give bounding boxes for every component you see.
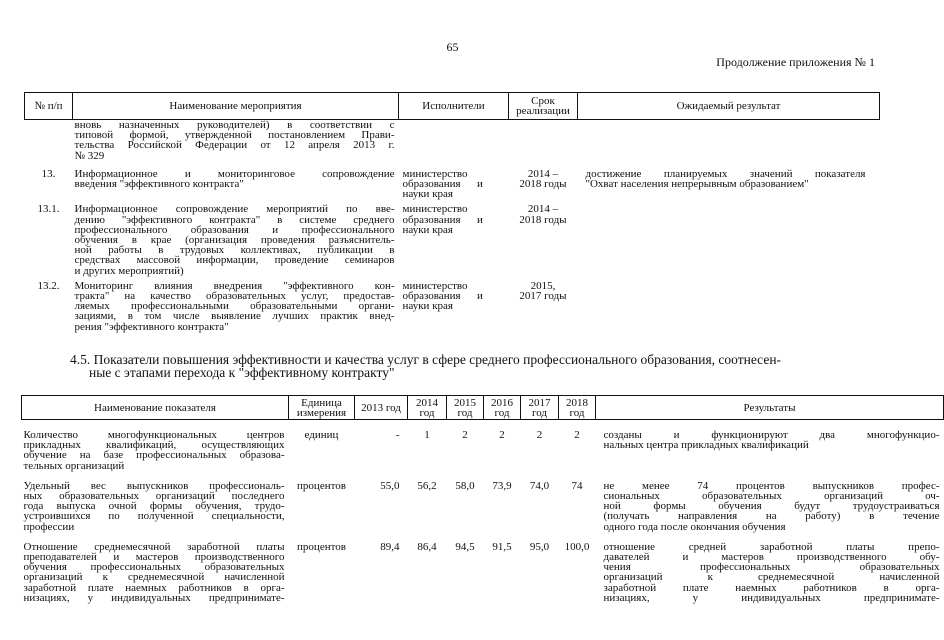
indicator-value: 2 (462, 429, 468, 441)
indicator-result-cell (596, 420, 944, 471)
measure-num: 13. (41, 167, 56, 180)
measure-result-line: достижение планируемых значений показателя (585, 167, 866, 180)
measure-result-line: "Охват населения непрерывным образованием" (585, 178, 809, 191)
measure-name-line: обучения в крае (организация проведения разъяснитель- (74, 234, 395, 247)
indicator-result-line: низациях, у индивидуальных предпринимате- (603, 591, 940, 604)
measure-executor-line: науки края (402, 188, 453, 201)
header-2017 (521, 396, 559, 420)
measure-executor-line: науки края (402, 223, 453, 236)
measure-executor-line: министерство (402, 167, 468, 180)
header-2018 (559, 396, 596, 420)
indicator-value: 2 (536, 429, 543, 441)
indicator-result-line: заработной плате наемных работников в орга- (603, 581, 940, 594)
header-2018-god: год (569, 406, 585, 419)
header-2016-god: год (494, 406, 510, 419)
indicator-name-line: низациях, у индивидуальных предпринимате- (23, 591, 285, 604)
header-term (509, 93, 578, 120)
measure-executor-line: образования и (402, 178, 483, 191)
section-heading-line2: ные с этапами перехода к "эффективному контракту" (89, 365, 395, 380)
header-2014 (408, 396, 447, 420)
measure-term-line: 2018 годы (519, 213, 567, 226)
header-2015 (447, 396, 484, 420)
indicator-value: 91,5 (492, 540, 512, 553)
header-executors: Исполнители (399, 93, 509, 120)
header-unit-line2: измерения (296, 406, 347, 419)
indicator-result-line: не менее 74 процентов выпускников профес- (603, 479, 940, 492)
continuation-label: Продолжение приложения № 1 (716, 55, 875, 69)
indicator-value: 55,0 (380, 479, 400, 492)
indicator-name-line: преподавателей и мастеров производственного (23, 551, 285, 564)
indicator-unit: процентов (297, 479, 346, 492)
measure-executors-cell (399, 120, 509, 161)
measure-term-line: 2014 – (527, 203, 559, 216)
indicator-value: 1 (424, 429, 430, 441)
header-num: № п/п (25, 93, 73, 120)
indicator-result-line: сиональных образовательных организаций оч- (603, 490, 940, 503)
measure-name-line: введения "эффективного контракта" (74, 178, 244, 191)
indicator-value: 95,0 (529, 540, 550, 553)
measure-executor-line: министерство (402, 279, 468, 292)
header-term-line2: реализации (516, 105, 570, 117)
measure-name-line: № 329 (74, 149, 105, 162)
measure-name-line: дению "эффективного контракта" в системе среднего (74, 213, 395, 226)
measure-row (25, 199, 880, 275)
indicator-result-line: созданы и функционируют два многофункцио- (603, 429, 940, 441)
indicator-name-line: обучения профессиональных образовательных (23, 561, 285, 574)
measure-result-cell (578, 161, 880, 200)
measure-term-line: 2015, (530, 279, 556, 292)
indicator-result-line: нальных центра прикладных квалификаций (603, 439, 809, 452)
section-heading (70, 353, 870, 379)
indicator-name-line: организаций к среднемесячной начисленной (23, 571, 285, 584)
measure-term-line: 2017 годы (519, 290, 567, 303)
measure-executors-cell (399, 276, 509, 332)
measure-name-line: профессионального образования и профессионального (74, 223, 395, 236)
measure-name-line: типовой формой, утвержденной постановлением Прави- (74, 129, 395, 142)
indicator-row (22, 471, 944, 532)
indicator-name-line: ных образовательных организаций последнего (23, 490, 285, 503)
header-2014-year: 2014 (416, 396, 438, 409)
header-unit-line1: Единица (301, 396, 342, 409)
measure-term-cell (509, 276, 578, 332)
measure-name-line: средствах массовой информации, проведение семинаров (74, 254, 395, 267)
indicator-result-line: отношение средней заработной платы препо- (603, 540, 940, 553)
indicator-name-cell (22, 420, 289, 471)
indicator-value: 58,0 (455, 479, 475, 492)
measure-name-line: тракта" на качество образовательных услуг, предостав- (74, 290, 395, 303)
measure-row (25, 120, 880, 161)
measure-name-line: зациями, в том числе выявление лучших практик внед- (74, 310, 395, 323)
indicator-value: 100,0 (564, 540, 590, 553)
measure-num: 13.1. (37, 203, 60, 216)
indicators-table (21, 395, 944, 603)
measure-term-cell (509, 199, 578, 275)
indicator-result-cell (596, 532, 944, 603)
indicator-value: 2 (499, 429, 505, 441)
measure-name-line: Информационное сопровождение мероприятий по вве- (74, 203, 395, 216)
measure-executor-line: образования и (402, 213, 483, 226)
measure-name-cell (73, 276, 399, 332)
indicator-row (22, 532, 944, 603)
measure-name-cell (73, 161, 399, 200)
measure-executor-line: науки края (402, 300, 453, 313)
indicator-value: 94,5 (455, 540, 475, 553)
measure-term-cell (509, 161, 578, 200)
header-2013: 2013 год (355, 396, 408, 420)
measure-name-line: тельства Российской Федерации от 12 апреля 2013 г. (74, 139, 395, 152)
indicator-name-line: прикладных квалификаций, осуществляющих (23, 439, 285, 452)
header-2018-year: 2018 (566, 396, 588, 409)
indicator-result-line: (получать направления на работу) в течение (603, 510, 940, 523)
measures-header-row (25, 93, 880, 120)
indicator-name-line: года выпуска очной формы обучения, трудо- (23, 500, 285, 513)
indicator-name-line: Удельный вес выпускников профессиональ- (23, 479, 285, 492)
indicators-header-row (22, 396, 944, 420)
indicator-value: - (395, 429, 400, 441)
section-heading-line1: 4.5. Показатели повышения эффективности и качества услуг в сфере среднего профессионального образования, соотнесен- (70, 352, 782, 367)
measure-result-cell (578, 276, 880, 332)
measure-name-line: ной работы в трудовых коллективах, публикации в (74, 244, 395, 257)
header-2015-year: 2015 (454, 396, 476, 409)
measure-name-line: и других мероприятий) (74, 264, 184, 277)
indicator-row (22, 420, 944, 471)
indicator-value: 74,0 (529, 479, 550, 492)
indicator-result-line: ной формы обучения будут трудоустраиваться (603, 500, 940, 513)
measure-num: 13.2. (37, 279, 60, 292)
header-2016-year: 2016 (491, 396, 513, 409)
measure-executor-line: министерство (402, 203, 468, 216)
page-number: 65 (446, 40, 459, 54)
indicator-name-line: тельных организаций (23, 459, 125, 472)
header-indicator-name: Наименование показателя (22, 396, 289, 420)
indicator-value: 73,9 (492, 479, 512, 492)
indicator-name-line: профессии (23, 520, 75, 533)
indicator-name-line: заработной плате наемных работников в орга- (23, 581, 285, 594)
header-2017-year: 2017 (528, 396, 551, 409)
measure-name-line: вновь назначенных руководителей) в соответствии с (74, 119, 395, 131)
measure-name-cell (73, 120, 399, 161)
indicator-name-line: устроившихся по полученной специальности, (23, 510, 285, 523)
measure-name-line: Мониторинг влияния внедрения "эффективного кон- (74, 279, 395, 292)
indicator-result-line: одного года после окончания обучения (603, 520, 786, 533)
indicator-value: 56,2 (417, 479, 437, 492)
measure-name-line: Информационное и мониторинговое сопровождение (74, 167, 395, 180)
measure-term-line: 2018 годы (519, 178, 567, 191)
measure-name-line: рения "эффективного контракта" (74, 320, 229, 333)
header-measure-name: Наименование мероприятия (73, 93, 399, 120)
header-2015-god: год (457, 406, 473, 419)
measure-term-cell (509, 120, 578, 161)
measure-name-cell (73, 199, 399, 275)
measure-row (25, 276, 880, 332)
measure-result-cell (578, 120, 880, 161)
indicator-value: 74 (571, 479, 583, 492)
measure-name-line: ляемых профессиональными образовательными органи- (74, 300, 395, 313)
measure-result-cell (578, 199, 880, 275)
indicator-result-cell (596, 471, 944, 532)
indicator-value: 2 (574, 429, 580, 441)
measure-num (25, 120, 73, 161)
indicator-unit: процентов (297, 540, 346, 553)
indicator-value: 89,4 (380, 540, 400, 553)
measure-executors-cell (399, 161, 509, 200)
indicator-name-line: обучение на базе профессиональных образова- (23, 449, 285, 462)
header-2016 (484, 396, 521, 420)
indicator-name-line: Количество многофункциональных центров (23, 429, 285, 441)
header-results: Результаты (596, 396, 944, 420)
indicator-name-cell (22, 532, 289, 603)
indicator-name-line: Отношение среднемесячной заработной платы (23, 540, 285, 553)
measure-row (25, 161, 880, 200)
measure-executor-line: образования и (402, 290, 483, 303)
measure-term-line: 2014 – (527, 167, 559, 180)
header-2017-god: год (531, 406, 548, 419)
header-expected-result: Ожидаемый результат (578, 93, 880, 120)
header-unit (289, 396, 355, 420)
indicator-result-line: давателей и мастеров производственного обу- (603, 551, 940, 564)
measure-executors-cell (399, 199, 509, 275)
measures-table (24, 92, 880, 332)
indicator-value: 86,4 (417, 540, 437, 553)
indicator-result-line: чения профессиональных образовательных (603, 561, 940, 574)
header-term-line1: Срок (531, 94, 555, 107)
indicator-unit: единиц (304, 429, 339, 441)
indicator-name-cell (22, 471, 289, 532)
header-2014-god: год (419, 406, 435, 419)
indicator-result-line: организаций к среднемесячной начисленной (603, 571, 940, 584)
